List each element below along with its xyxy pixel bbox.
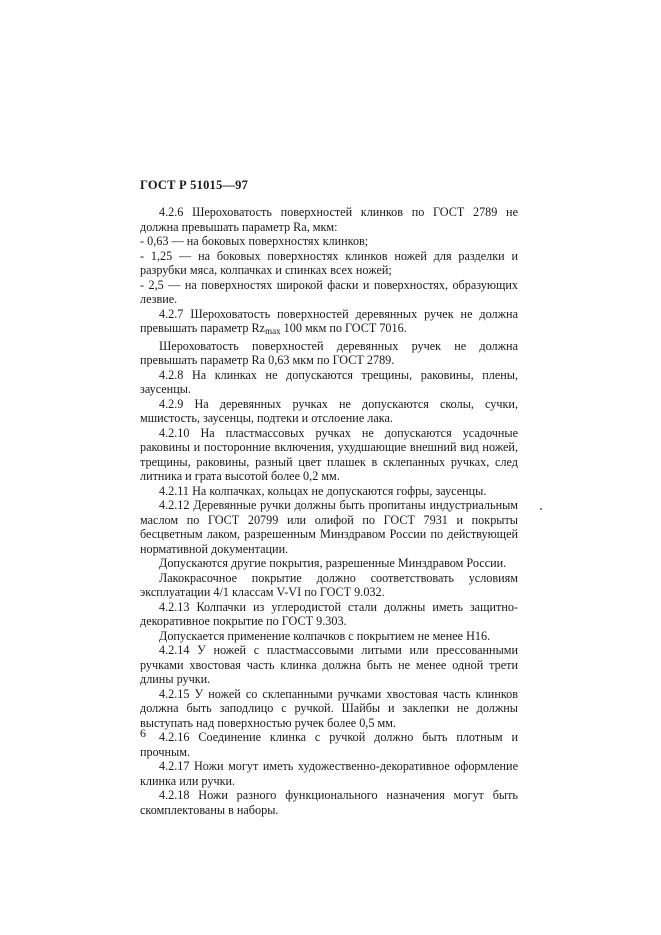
paragraph [140, 498, 518, 556]
paragraph [140, 687, 518, 731]
paragraph [140, 629, 518, 644]
paragraph-text: 4.2.6 Шероховатость поверхностей клинков по ГОСТ 2789 не должна превышать параметр Ra, мкм: [140, 205, 518, 234]
paragraph-text: Шероховатость поверхностей деревянных ручек не должна превышать параметр Ra 0,63 мкм по ГОСТ 2789. [140, 338, 518, 367]
paragraph-text: - 2,5 — на поверхностях широкой фаски и поверхностях, образующих лезвие. [140, 277, 518, 306]
paragraph [140, 643, 518, 687]
paragraph [140, 368, 518, 397]
paragraph [140, 571, 518, 600]
page-header-standard-id: ГОСТ Р 51015—97 [140, 178, 249, 192]
paragraph [140, 600, 518, 629]
page-number: 6 [140, 726, 146, 740]
list-item [140, 278, 518, 307]
paragraph-text: Допускаются другие покрытия, разрешенные Минздравом России. [159, 556, 507, 570]
paragraph [140, 205, 518, 234]
paragraph [140, 759, 518, 788]
paragraph-text: 4.2.16 Соединение клинка с ручкой должно быть плотным и прочным. [140, 730, 518, 759]
paragraph-text: 4.2.14 У ножей с пластмассовыми литыми или прессованными ручками хвостовая часть клинка должна быть не менее одной трети длины ручки. [140, 643, 518, 686]
paragraph-text: 4.2.13 Колпачки из углеродистой стали должны иметь защитно-декоративное покрытие по ГОСТ 9.303. [140, 599, 518, 628]
paragraph-text: 4.2.7 Шероховатость поверхностей деревянных ручек не должна превышать параметр Rz [140, 306, 518, 335]
scan-speck-mark [540, 508, 542, 510]
paragraph-text: Лакокрасочное покрытие должно соответствовать условиям эксплуатации 4/1 классам V-VI по ГОСТ 9.032. [140, 570, 518, 599]
paragraph-text: 4.2.18 Ножи разного функционального назначения могут быть скомплектованы в наборы. [140, 788, 518, 817]
paragraph-text: 4.2.11 На колпачках, кольцах не допускаются гофры, заусенцы. [159, 483, 487, 498]
subscript-text: max [265, 326, 281, 336]
paragraph [140, 788, 518, 817]
paragraph-text: 4.2.12 Деревянные ручки должны быть пропитаны индустриальным маслом по ГОСТ 20799 или олифой по ГОСТ 7931 и покрыты бесцветным лаком, разрешенным Минздравом России по действующей нормативной документации. [140, 498, 518, 556]
paragraph-text: - 1,25 — на боковых поверхностях клинков ножей для разделки и разрубки мяса, колпачках и спинках всех ножей; [140, 248, 518, 277]
paragraph [140, 307, 518, 339]
paragraph [140, 556, 518, 571]
paragraph [140, 484, 518, 499]
list-item [140, 249, 518, 278]
paragraph-text: 4.2.8 На клинках не допускаются трещины, раковины, плены, заусенцы. [140, 367, 518, 396]
paragraph-text: Допускается применение колпачков с покрытием не менее Н16. [159, 628, 491, 643]
paragraph-text: - 0,63 — на боковых поверхностях клинков; [140, 234, 369, 248]
paragraph [140, 730, 518, 759]
paragraph-text: 4.2.10 На пластмассовых ручках не допускаются усадочные раковины и посторонние включения, ухудшающие внешний вид ножей, трещины, раковины, разный цвет плашек в склепанных ручках, след литника и грата высотой более 0,2 мм. [140, 425, 518, 483]
paragraph [140, 397, 518, 426]
paragraph [140, 426, 518, 484]
paragraph-text: 4.2.17 Ножи могут иметь художественно-декоративное оформление клинка или ручки. [140, 759, 518, 788]
paragraph-text-tail: 100 мкм по ГОСТ 7016. [280, 321, 407, 335]
paragraph-text: 4.2.15 У ножей со склепанными ручками хвостовая часть клинков должна быть заподлицо с ручкой. Шайбы и заклепки не должны выступать над поверхностью ручек более 0,5 мм. [140, 686, 518, 730]
list-item [140, 234, 518, 249]
paragraph [140, 339, 518, 368]
paragraph-text: 4.2.9 На деревянных ручках не допускаются сколы, сучки, мшистость, заусенцы, подтеки и отслоение лака. [140, 396, 518, 425]
body-text [140, 205, 518, 817]
